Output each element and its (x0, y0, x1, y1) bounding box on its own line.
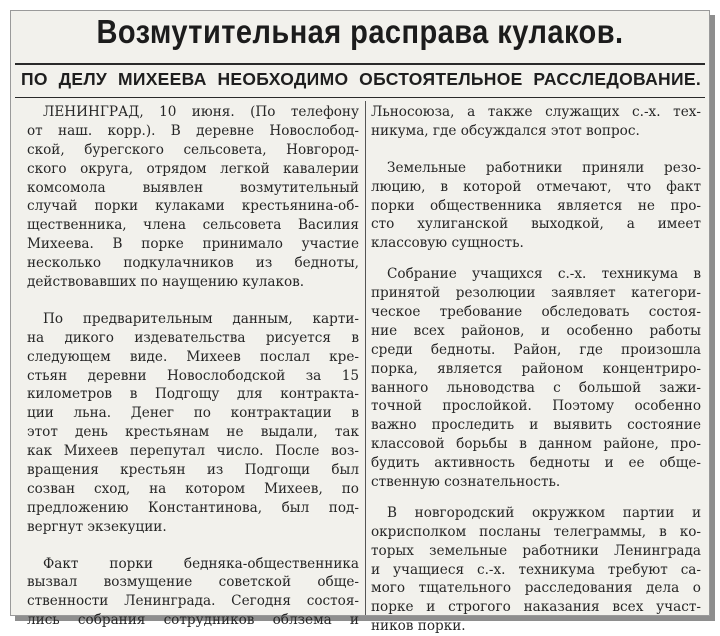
text-line: люцию, в которой отмечают, что факт (371, 178, 701, 195)
text-line: принятой резолюции заявляет категори- (371, 285, 701, 302)
text-line: как Михеев перепутал число. После воз- (27, 443, 359, 460)
text-line: на дикого издевательства рисуется в (27, 329, 359, 346)
text-line: километров в Подгощу для контракта- (27, 386, 359, 403)
text-line: порки общественника является не про- (371, 197, 701, 214)
article-subheadline: ПО ДЕЛУ МИХЕЕВА НЕОБХОДИМО ОБСТОЯТЕЛЬНОЕ РАССЛЕДОВАНИЕ. (21, 69, 701, 89)
text-line: торых земельные работники Ленинграда (371, 542, 701, 559)
text-line: Факт порки бедняка-общественника (43, 555, 359, 572)
column-divider (365, 101, 366, 615)
text-line: щественника, члена сельсовета Василия (27, 217, 359, 234)
text-line: важно проследить и выявить состояние (371, 417, 701, 434)
text-line: Михеева. В порке принимало участие (27, 236, 359, 253)
text-line: вращения крестьян из Подгощи был (27, 462, 359, 479)
text-line: классовую сущность. (371, 235, 524, 252)
headline-rule (15, 63, 705, 65)
text-line: комсомола выявлен возмутительный (27, 179, 359, 196)
text-line: порке и строгого наказания всех участ- (371, 599, 701, 616)
right-column (371, 103, 701, 636)
text-line: Земельные работники приняли резо- (387, 159, 701, 176)
text-line: вызвал возмущение советской обще- (27, 574, 359, 591)
text-line: никума, где обсуждался этот вопрос. (371, 122, 640, 139)
text-line: среди бедноты. Район, где произошла (371, 341, 701, 358)
text-line: мого тщательного расследования дела о (371, 580, 701, 597)
text-line: точной прослойкой. Поэтому особенно (371, 398, 701, 415)
left-column (27, 103, 359, 630)
text-line: ние всех районов, и особенно работы (371, 322, 701, 339)
text-line: созван сход, на котором Михеев, по (27, 480, 359, 497)
text-line: классовой борьбы в данном районе, про- (371, 436, 701, 453)
text-line: будить активность бедноты и ее обще- (371, 455, 701, 472)
text-line: порка, является районом концентриро- (371, 360, 701, 377)
text-line: лись собрания сотрудников облзема и (27, 612, 359, 629)
text-line: сто хулиганской выходкой, а имеет (371, 216, 701, 233)
text-line: ческое требование обследовать состоя- (371, 304, 701, 321)
text-line: ванного льноводства с большой зажи- (371, 379, 701, 396)
text-line: и учащиеся с.-х. техникума требуют са- (371, 561, 701, 578)
text-line: ников порки. (371, 618, 466, 635)
article-headline: Возмутительная расправа кулаков. (96, 13, 624, 50)
text-line: Льносоюза, а также служащих с.-х. тех- (371, 104, 701, 120)
text-line: ственную сознательность. (371, 474, 561, 491)
text-line: ЛЕНИНГРАД, 10 июня. (По телефону (43, 104, 359, 120)
text-line: следующем виде. Михеев послал кре- (27, 348, 359, 365)
text-line: В новгородский окружком партии и (387, 504, 701, 521)
text-line: ции льна. Денег по контрактации в (27, 405, 359, 422)
text-line: действовавших по наущению кулаков. (27, 274, 305, 291)
text-line: предложению Константинова, был под- (27, 499, 359, 516)
text-line: вергнут экзекуции. (27, 518, 167, 535)
text-line: несколько подкулачников из бедноты, (27, 255, 359, 272)
subheadline-rule (15, 97, 705, 98)
text-line: этот день крестьянам не выдали, так (27, 424, 359, 441)
text-line: стьян деревни Новослободской за 15 (27, 367, 359, 384)
text-line: ственности Ленинграда. Сегодня состоя- (27, 593, 359, 610)
text-line: окрисполком посланы телеграммы, в ко- (371, 523, 701, 540)
text-line: По предварительным данным, карти- (43, 310, 359, 327)
text-line: ской, бурегского сельсовета, Новгород- (27, 141, 359, 158)
text-line: ского округа, отрядом легкой кавалерии (27, 160, 359, 177)
text-line: Собрание учащихся с.-х. техникума в (387, 266, 701, 283)
text-line: случай порки кулаками крестьянина-об- (27, 198, 359, 215)
text-line: от наш. корр.). В деревне Новослобод- (27, 122, 359, 139)
newspaper-clipping (10, 10, 710, 635)
